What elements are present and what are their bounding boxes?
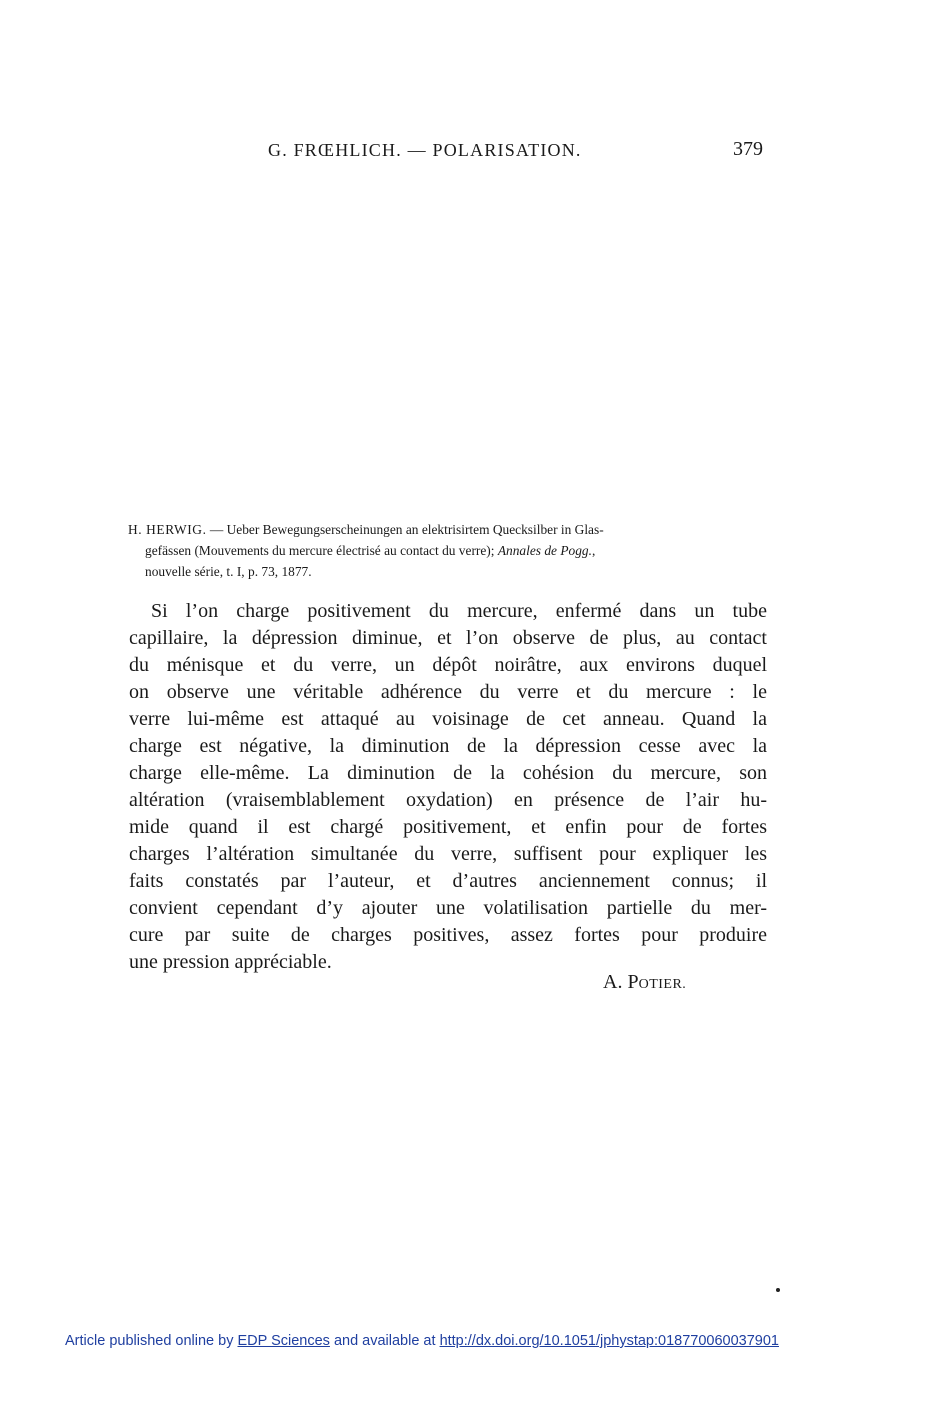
running-title: G. FRŒHLICH. — POLARISATION. xyxy=(268,140,582,160)
reference-line-2 xyxy=(128,540,768,561)
body-line: faits constatés par l’auteur, et d’autres anciennement connus; il xyxy=(129,870,767,892)
body-line: charges l’altération simultanée du verre, suffisent pour expliquer les xyxy=(129,843,767,865)
reference-line-1 xyxy=(128,519,768,540)
reference-title-french: gefässen (Mouvements du mercure électrisé au contact du verre); xyxy=(145,543,498,558)
doi-link[interactable]: http://dx.doi.org/10.1051/jphystap:018770060037901 xyxy=(439,1333,779,1349)
body-line: verre lui-même est attaqué au voisinage de cet anneau. Quand la xyxy=(129,708,767,730)
body-line: altération (vraisemblablement oxydation) en présence de l’air hu- xyxy=(129,789,767,811)
author-signature xyxy=(603,971,686,994)
footer-prefix: Article published online by xyxy=(65,1333,238,1349)
body-line: convient cependant d’y ajouter une volatilisation partielle du mer- xyxy=(129,897,767,919)
body-line: une pression appréciable. xyxy=(129,951,332,973)
ink-speck xyxy=(776,1288,780,1292)
body-paragraph xyxy=(129,598,767,976)
body-line: mide quand il est chargé positivement, et enfin pour de fortes xyxy=(129,816,767,838)
page-number: 379 xyxy=(733,138,763,160)
body-line: capillaire, la dépression diminue, et l’on observe de plus, au contact xyxy=(129,627,767,649)
reference-punctuation: , xyxy=(591,543,596,558)
body-line: Si l’on charge positivement du mercure, enfermé dans un tube xyxy=(151,600,767,622)
bibliographic-reference xyxy=(128,519,768,582)
reference-author: H. HERWIG. xyxy=(128,522,207,537)
running-head xyxy=(0,138,930,168)
body-line: cure par suite de charges positives, assez fortes pour produire xyxy=(129,924,767,946)
reference-line-3: nouvelle série, t. I, p. 73, 1877. xyxy=(145,564,312,579)
publisher-link[interactable]: EDP Sciences xyxy=(237,1333,330,1349)
body-line: on observe une véritable adhérence du verre et du mercure : le xyxy=(129,681,767,703)
body-line: charge elle-même. La diminution de la cohésion du mercure, son xyxy=(129,762,767,784)
footer-middle: and available at xyxy=(329,1333,440,1349)
body-line: charge est négative, la diminution de la dépression cesse avec la xyxy=(129,735,767,757)
reference-title-start: — Ueber Bewegungserscheinungen an elektrisirtem Quecksilber in Glas- xyxy=(206,522,604,537)
body-line: du ménisque et du verre, un dépôt noirâtre, aux environs duquel xyxy=(129,654,767,676)
signature-initial: A. P xyxy=(603,971,639,993)
publication-footer xyxy=(65,1333,779,1349)
reference-journal: Annales de Pogg. xyxy=(497,543,592,558)
signature-small-caps: OTIER. xyxy=(638,977,687,992)
